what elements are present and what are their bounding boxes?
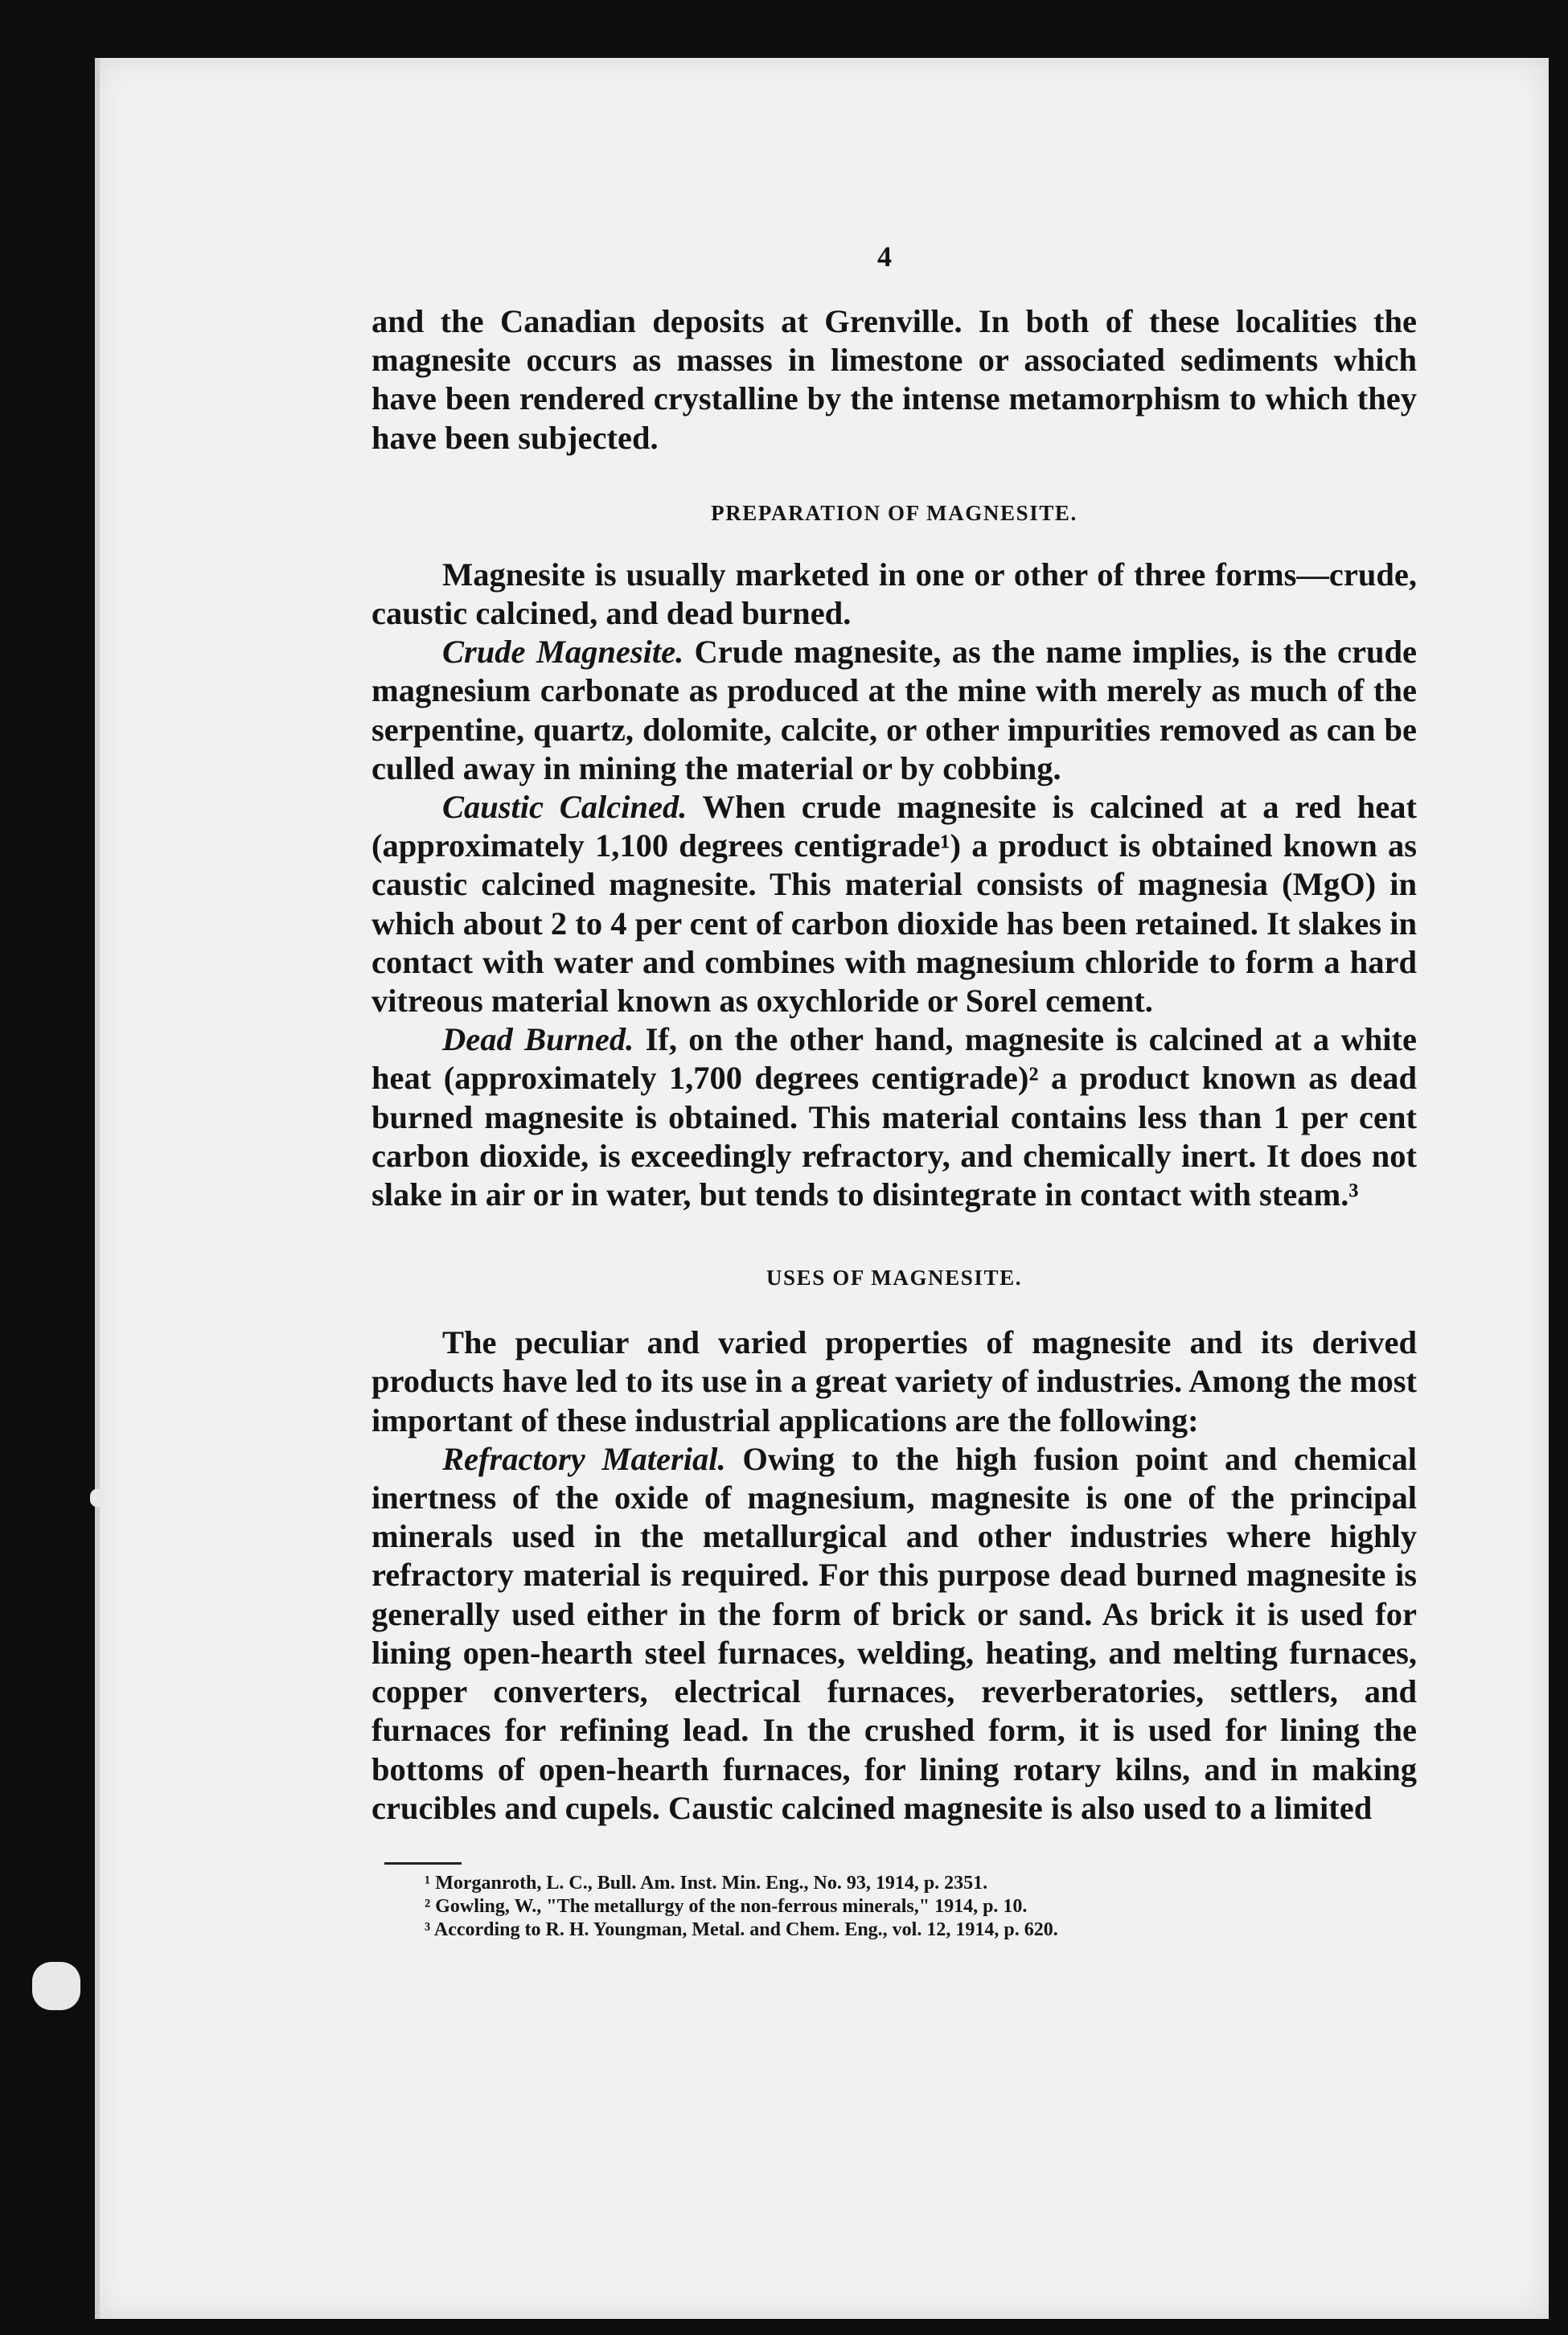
page-number: 4	[877, 240, 892, 273]
section-heading-preparation: PREPARATION OF MAGNESITE.	[711, 500, 1077, 525]
body-text	[371, 233, 1417, 1828]
runin-dead-burned: Dead Burned.	[442, 1021, 634, 1058]
paragraph-continued: and the Canadian deposits at Grenville. In both of these localities the magnesite occurs as masses in limestone or associated sediments which have been rendered crystalline by the intense metamorphism to which they have been subjected.	[371, 303, 1417, 456]
runin-refractory-material: Refractory Material.	[442, 1440, 726, 1477]
page-edge	[95, 58, 100, 2319]
paragraph-caustic-calcined-text: When crude magnesite is calcined at a red heat (approximately 1,100 degrees centigrade¹) a product is obtained known as caustic calcined magnesite. This material consists of magnesia (MgO) in which about 2 to 4 per cent of carbon dioxide has been retained. It slakes in contact with water and combines with magnesium chloride to form a hard vitreous material known as oxychloride or Sorel cement.	[371, 789, 1417, 1020]
footnote-3: ³ According to R. H. Youngman, Metal. and Chem. Eng., vol. 12, 1914, p. 620.	[425, 1919, 1058, 1940]
paragraph-refractory-material	[371, 1440, 1417, 1828]
footnote-1: ¹ Morganroth, L. C., Bull. Am. Inst. Min. Eng., No. 93, 1914, p. 2351.	[425, 1873, 988, 1894]
runin-caustic-calcined: Caustic Calcined.	[442, 789, 688, 826]
runin-crude-magnesite: Crude Magnesite.	[442, 634, 684, 671]
footnote-rule	[384, 1862, 462, 1865]
footnotes	[425, 1872, 1269, 1942]
paragraph-caustic-calcined	[371, 788, 1417, 1020]
paragraph-dead-burned	[371, 1020, 1417, 1214]
paragraph-uses-intro: The peculiar and varied properties of magnesite and its derived products have led to its use in a great variety of industries. Among the most important of these industrial applications are the following:	[371, 1324, 1417, 1438]
paragraph-dead-burned-text: If, on the other hand, magnesite is calcined at a white heat (approximately 1,700 degrees centigrade)² a product known as dead burned magnesite is obtained. This material contains less than 1 per cent carbon dioxide, is exceedingly refractory, and chemically inert. It does not slake in air or in water, but tends to disintegrate in contact with steam.³	[371, 1021, 1417, 1213]
scan-blemish	[32, 1962, 80, 2010]
paragraph-refractory-material-text: Owing to the high fusion point and chemical inertness of the oxide of magnesium, magnesite is one of the principal minerals used in the metallurgical and other industries where highly refractory material is required. For this purpose dead burned magnesite is generally used either in the form of brick or sand. As brick it is used for lining open-hearth steel furnaces, welding, heating, and melting furnaces, copper converters, electrical furnaces, reverberatories, settlers, and furnaces for refining lead. In the crushed form, it is used for lining the bottoms of open-hearth furnaces, for lining rotary kilns, and in making crucibles and cupels. Caustic calcined magnesite is also used to a limited	[371, 1440, 1417, 1826]
footnote-2: ² Gowling, W., "The metallurgy of the non-ferrous minerals," 1914, p. 10.	[425, 1896, 1028, 1917]
paragraph-crude-magnesite	[371, 633, 1417, 788]
section-heading-uses: USES OF MAGNESITE.	[766, 1266, 1023, 1291]
paragraph-forms: Magnesite is usually marketed in one or other of three forms—crude, caustic calcined, and dead burned.	[371, 556, 1417, 632]
scan-blemish	[90, 1489, 106, 1507]
paragraph-crude-magnesite-text: Crude magnesite, as the name implies, is the crude magnesium carbonate as produced at the mine with merely as much of the serpentine, quartz, dolomite, calcite, or other impurities removed as can be culled away in mining the material or by cobbing.	[371, 634, 1417, 786]
